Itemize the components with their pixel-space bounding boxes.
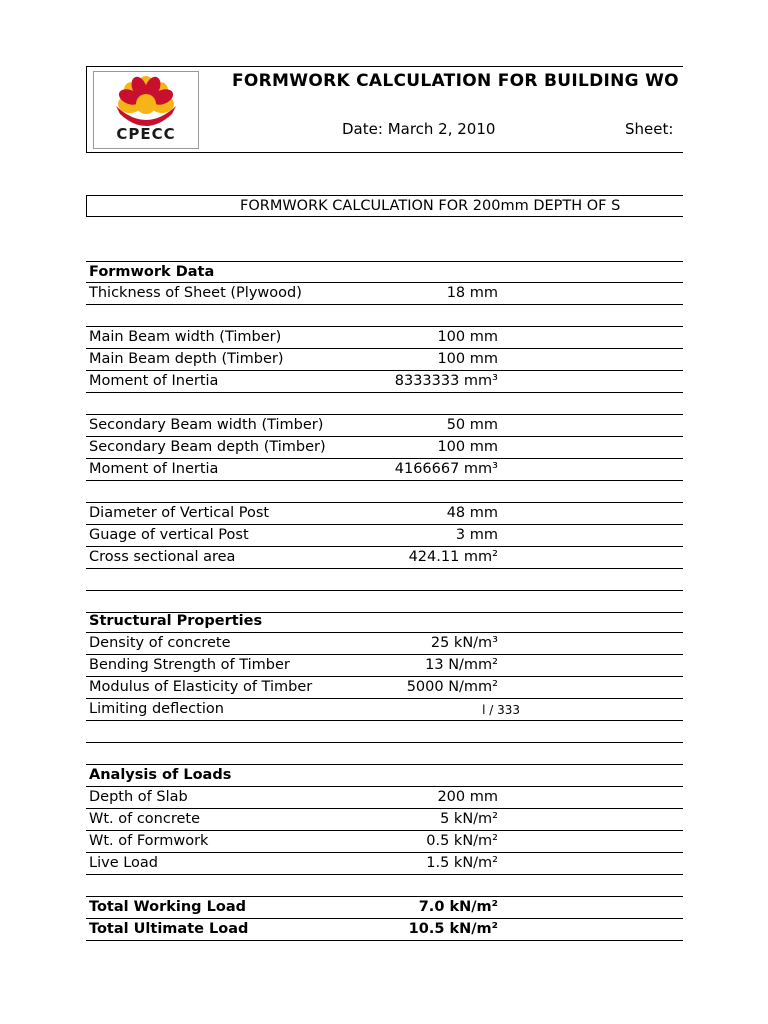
table-row bbox=[86, 547, 686, 569]
table-row bbox=[86, 349, 686, 371]
table-row bbox=[86, 261, 686, 283]
row-value: 18 mm bbox=[446, 285, 498, 301]
table-row-empty bbox=[86, 591, 686, 613]
table-row-empty bbox=[86, 481, 686, 503]
calculation-subtitle-box bbox=[86, 195, 706, 217]
section-heading: Analysis of Loads bbox=[89, 767, 232, 783]
row-label: Density of concrete bbox=[89, 635, 231, 651]
section-heading: Formwork Data bbox=[89, 264, 215, 280]
row-value: 8333333 mm³ bbox=[394, 373, 498, 389]
table-row-empty bbox=[86, 393, 686, 415]
table-row bbox=[86, 853, 686, 875]
table-row-empty bbox=[86, 743, 686, 765]
row-value: 0.5 kN/m² bbox=[426, 833, 498, 849]
row-label: Wt. of Formwork bbox=[89, 833, 209, 849]
row-value: 5000 N/mm² bbox=[406, 679, 498, 695]
row-label: Main Beam depth (Timber) bbox=[89, 351, 284, 367]
row-label: Live Load bbox=[89, 855, 159, 871]
table-row-empty bbox=[86, 875, 686, 897]
date-label: Date: bbox=[342, 120, 383, 138]
row-label: Cross sectional area bbox=[89, 549, 236, 565]
row-value: 25 kN/m³ bbox=[430, 635, 498, 651]
table-row-empty bbox=[86, 721, 686, 743]
date-field bbox=[342, 120, 495, 138]
table-row bbox=[86, 699, 686, 721]
row-label: Wt. of concrete bbox=[89, 811, 201, 827]
document-header bbox=[86, 66, 696, 153]
row-label: Moment of Inertia bbox=[89, 461, 219, 477]
total-label: Total Ultimate Load bbox=[89, 921, 249, 937]
table-row bbox=[86, 787, 686, 809]
section-heading: Structural Properties bbox=[89, 613, 263, 629]
table-row bbox=[86, 371, 686, 393]
row-value: 100 mm bbox=[437, 439, 498, 455]
total-label: Total Working Load bbox=[89, 899, 246, 915]
row-label: Guage of vertical Post bbox=[89, 527, 249, 543]
table-row bbox=[86, 525, 686, 547]
row-value: 1.5 kN/m² bbox=[426, 855, 498, 871]
row-value: 3 mm bbox=[455, 527, 498, 543]
company-logo bbox=[93, 71, 199, 149]
page-crop-edge bbox=[683, 0, 768, 1024]
row-label: Modulus of Elasticity of Timber bbox=[89, 679, 313, 695]
row-label: Diameter of Vertical Post bbox=[89, 505, 270, 521]
row-value: l / 333 bbox=[482, 703, 520, 717]
table-row bbox=[86, 611, 686, 633]
row-label: Bending Strength of Timber bbox=[89, 657, 290, 673]
table-row bbox=[86, 765, 686, 787]
document-title: FORMWORK CALCULATION FOR BUILDING WO bbox=[232, 71, 679, 91]
table-row bbox=[86, 633, 686, 655]
table-row bbox=[86, 655, 686, 677]
table-row-total bbox=[86, 919, 686, 941]
table-row-empty bbox=[86, 305, 686, 327]
row-value: 13 N/mm² bbox=[425, 657, 498, 673]
row-value: 200 mm bbox=[437, 789, 498, 805]
table-row bbox=[86, 437, 686, 459]
table-row bbox=[86, 831, 686, 853]
row-label: Main Beam width (Timber) bbox=[89, 329, 282, 345]
row-value: 50 mm bbox=[446, 417, 498, 433]
row-label: Limiting deflection bbox=[89, 701, 224, 717]
row-value: 48 mm bbox=[446, 505, 498, 521]
calculation-subtitle: FORMWORK CALCULATION FOR 200mm DEPTH OF S bbox=[240, 198, 621, 214]
table-row bbox=[86, 327, 686, 349]
logo-wordmark: CPECC bbox=[116, 125, 176, 143]
row-value: 100 mm bbox=[437, 351, 498, 367]
row-label: Secondary Beam depth (Timber) bbox=[89, 439, 326, 455]
row-label: Moment of Inertia bbox=[89, 373, 219, 389]
row-label: Depth of Slab bbox=[89, 789, 188, 805]
table-row bbox=[86, 283, 686, 305]
total-value: 10.5 kN/m² bbox=[408, 921, 498, 937]
table-row-total bbox=[86, 897, 686, 919]
table-row bbox=[86, 415, 686, 437]
row-value: 5 kN/m² bbox=[440, 811, 498, 827]
row-value: 4166667 mm³ bbox=[394, 461, 498, 477]
table-row bbox=[86, 459, 686, 481]
row-value: 100 mm bbox=[437, 329, 498, 345]
table-row bbox=[86, 677, 686, 699]
date-value: March 2, 2010 bbox=[387, 120, 496, 138]
total-value: 7.0 kN/m² bbox=[418, 899, 498, 915]
table-row bbox=[86, 809, 686, 831]
table-row bbox=[86, 503, 686, 525]
cpecc-emblem-icon bbox=[94, 74, 198, 130]
sheet-label: Sheet: bbox=[625, 120, 674, 138]
row-value: 424.11 mm² bbox=[408, 549, 498, 565]
table-row-empty bbox=[86, 569, 686, 591]
row-label: Secondary Beam width (Timber) bbox=[89, 417, 324, 433]
row-label: Thickness of Sheet (Plywood) bbox=[89, 285, 302, 301]
